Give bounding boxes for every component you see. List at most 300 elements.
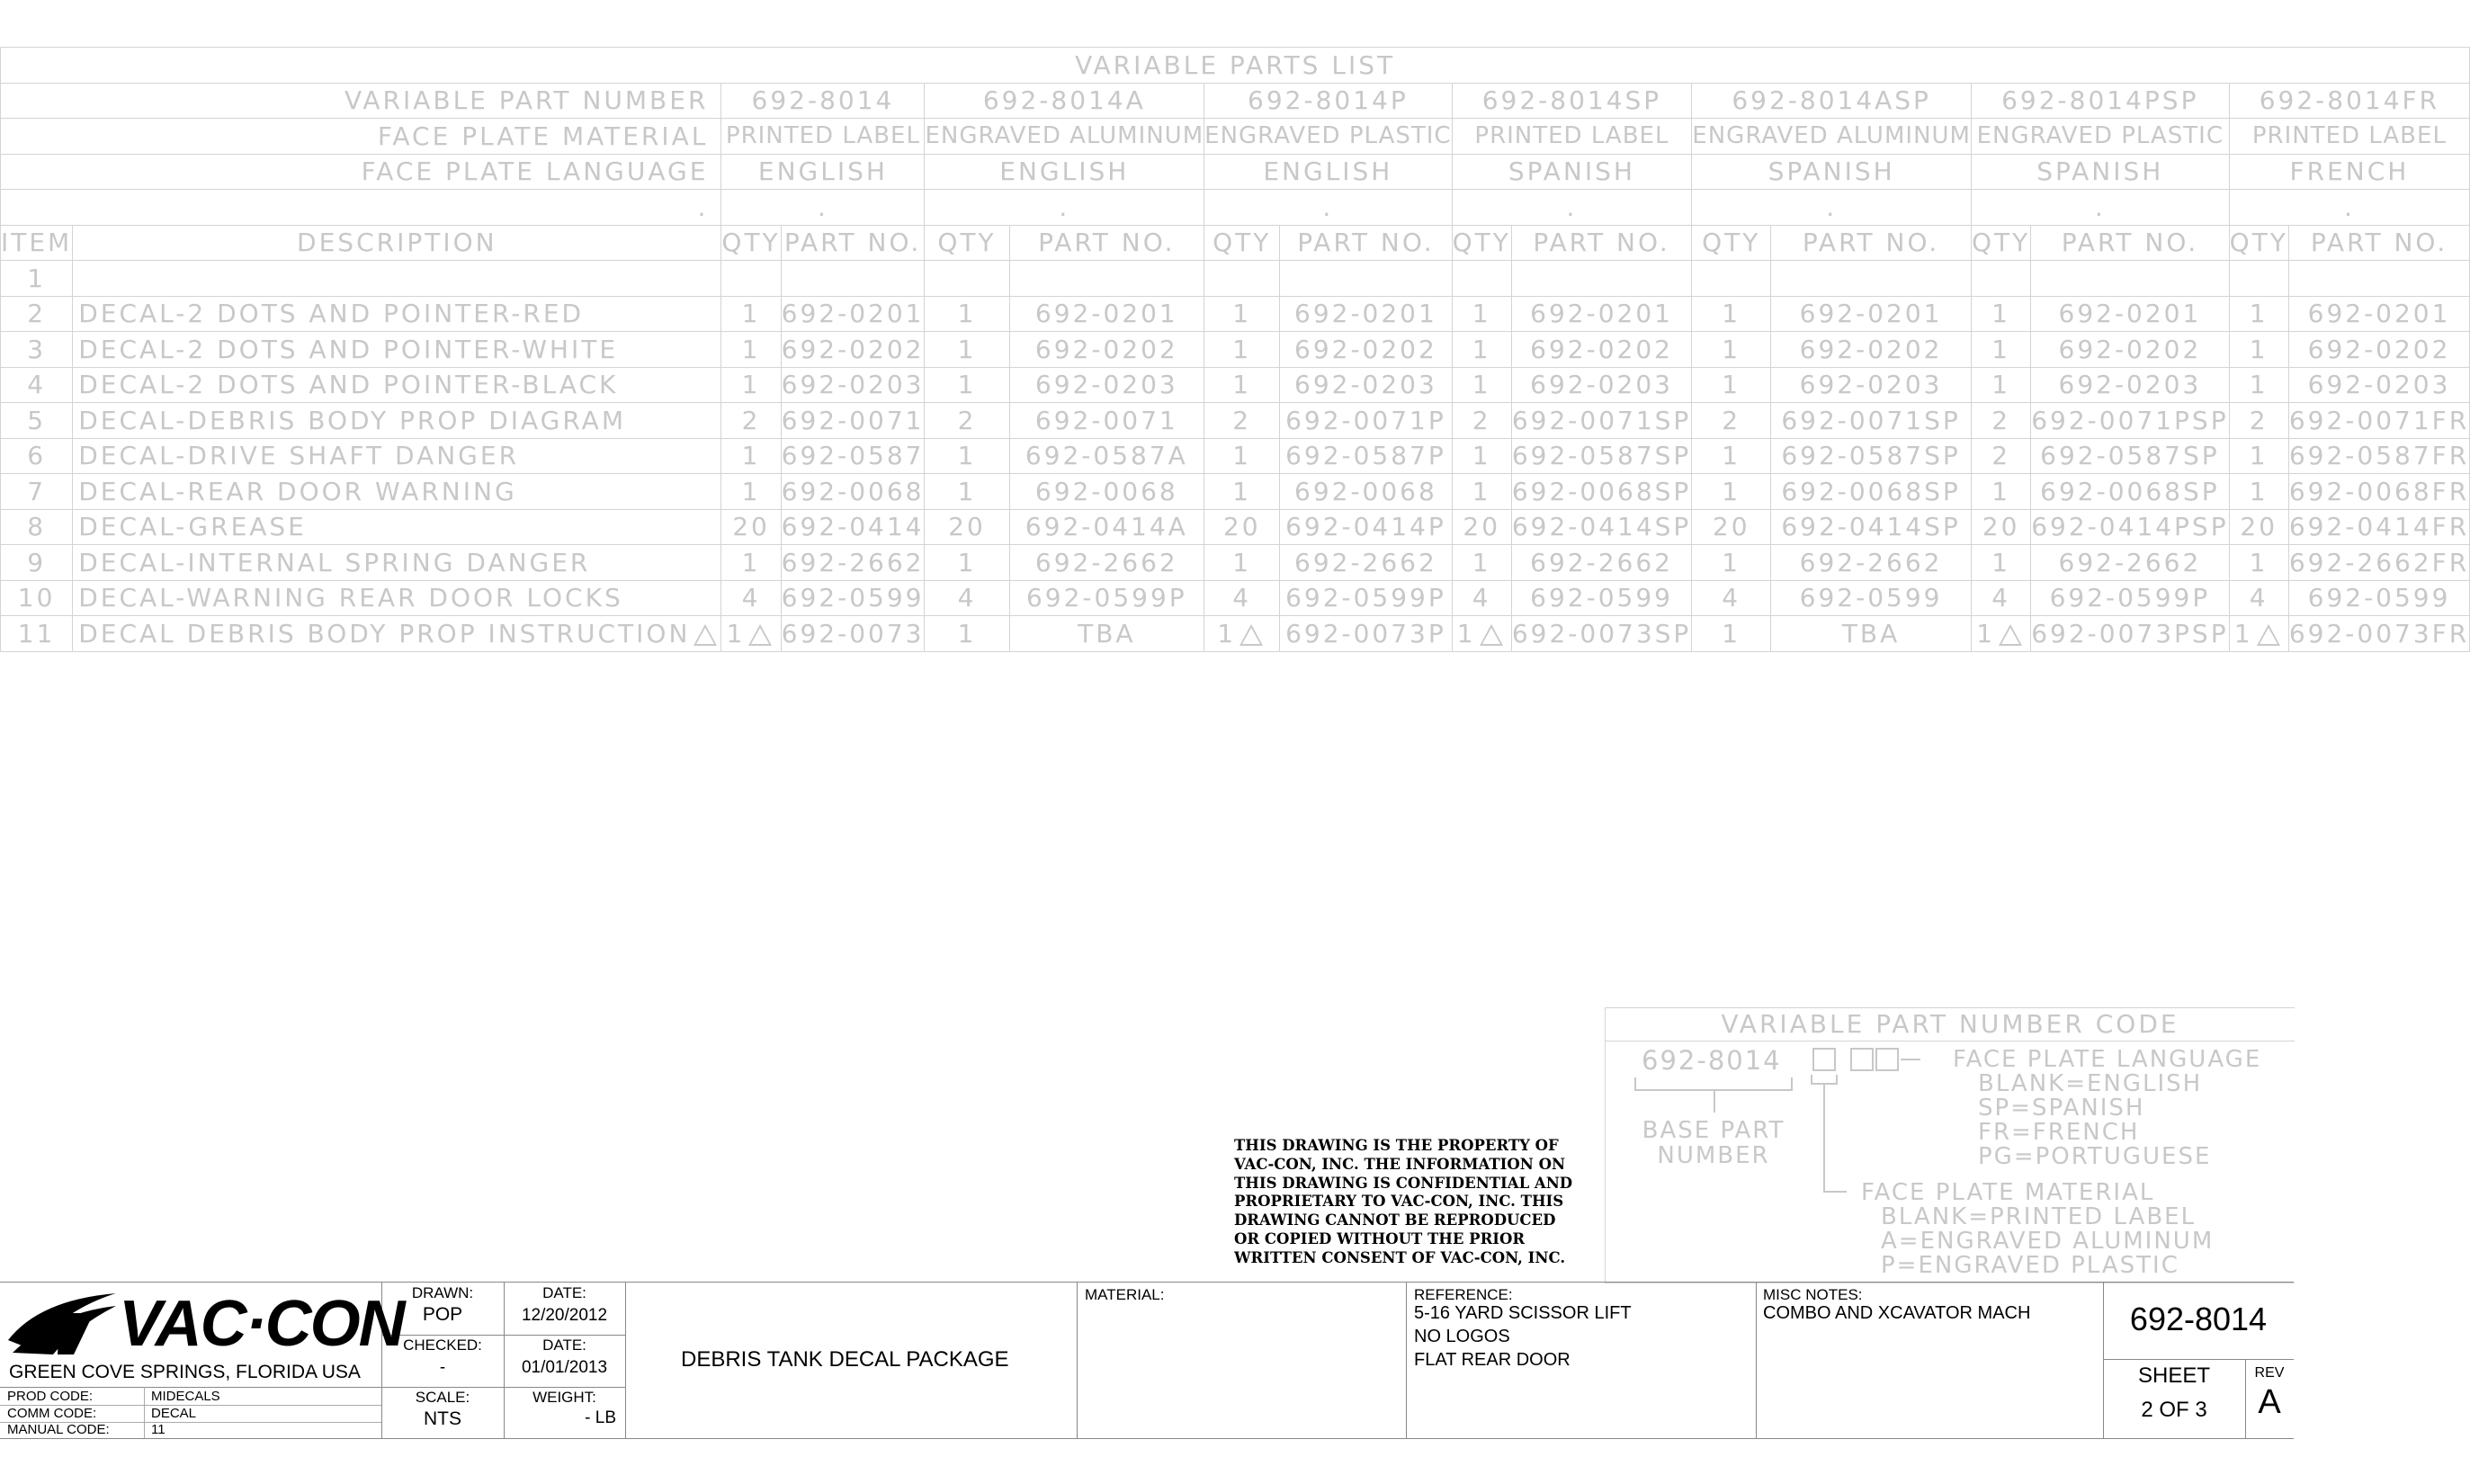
variant-mark-cell: .: [1204, 190, 1452, 226]
description-header: DESCRIPTION: [73, 225, 721, 261]
qty-cell: [721, 367, 781, 403]
qty-text: 2: [957, 405, 977, 435]
item-number-cell: 1: [1, 261, 73, 297]
qty-text: 1: [1722, 476, 1741, 506]
part-number-cell: 692-0599: [1771, 580, 1972, 616]
rev-label: REV: [2254, 1365, 2285, 1381]
qty-header: QTY: [1971, 225, 2030, 261]
part-number-cell: 692-0201: [781, 296, 925, 332]
prod-code-label: PROD CODE:: [7, 1389, 94, 1404]
variant-material-cell: ENGRAVED PLASTIC: [1204, 119, 1452, 155]
notice-line: WRITTEN CONSENT OF VAC-CON, INC.: [1234, 1248, 1566, 1266]
qty-cell: [1204, 438, 1280, 474]
qty-text: 1: [1232, 441, 1252, 471]
notice-line: VAC-CON, INC. THE INFORMATION ON: [1234, 1155, 1566, 1173]
blank-row-label: .: [1, 190, 721, 226]
qty-cell: [1971, 367, 2030, 403]
qty-cell: [2229, 403, 2288, 439]
part-number-cell: 692-0202: [1280, 332, 1452, 368]
qty-cell: [2229, 616, 2288, 652]
misc-notes-value: COMBO AND XCAVATOR MACH: [1763, 1303, 2031, 1323]
company-location: GREEN COVE SPRINGS, FLORIDA USA: [9, 1362, 361, 1382]
qty-cell: [721, 261, 781, 297]
variant-mark-cell: .: [925, 190, 1204, 226]
variant-number-cell: 692-8014ASP: [1692, 83, 1972, 119]
comm-code-value: DECAL: [151, 1406, 197, 1421]
qty-text: 1: [957, 618, 977, 648]
qty-cell: [2229, 332, 2288, 368]
item-number-cell: 10: [1, 580, 73, 616]
part-number-cell: 692-0073: [781, 616, 925, 652]
table-row: [1, 296, 2470, 332]
qty-text: 1: [1232, 547, 1252, 577]
variant-mark-cell: .: [1692, 190, 1972, 226]
qty-cell: [2229, 474, 2288, 510]
part-number-cell: 692-0203: [781, 367, 925, 403]
code-base-label-2: NUMBER: [1657, 1142, 1770, 1169]
part-number-cell: 692-0068SP: [2031, 474, 2229, 510]
part-number-cell: 692-0203: [1280, 367, 1452, 403]
qty-cell: [1204, 616, 1280, 652]
description-cell: [73, 580, 721, 616]
language-code-box-2: [1875, 1048, 1899, 1071]
qty-cell: [721, 580, 781, 616]
notice-line: PROPRIETARY TO VAC-CON, INC. THIS: [1234, 1193, 1564, 1211]
qty-text: 1: [1472, 547, 1491, 577]
qty-text: 1: [2249, 547, 2269, 577]
qty-header: QTY: [1692, 225, 1771, 261]
logo-wordmark: VAC·CON: [119, 1288, 404, 1360]
comm-code-label: COMM CODE:: [7, 1406, 97, 1421]
qty-text: 1: [1722, 299, 1741, 329]
description-text: DECAL-2 DOTS AND POINTER-BLACK: [78, 370, 619, 400]
parts-list-title-row: [1, 48, 2470, 84]
variant-number-cell: 692-8014: [721, 83, 925, 119]
qty-cell: [1452, 474, 1511, 510]
scale-label: SCALE:: [415, 1389, 470, 1406]
manual-code-label: MANUAL CODE:: [7, 1422, 110, 1437]
qty-cell: [1204, 261, 1280, 297]
part-number-cell: 692-0414SP: [1511, 509, 1691, 545]
rev-value: A: [2258, 1383, 2281, 1421]
part-number-cell: 692-0587SP: [1511, 438, 1691, 474]
variant-mark-cell: .: [721, 190, 925, 226]
qty-text: 1: [1722, 618, 1741, 648]
part-no-header: PART NO.: [1511, 225, 1691, 261]
qty-text: 1: [1472, 476, 1491, 506]
qty-cell: [721, 403, 781, 439]
qty-text: 1: [726, 618, 746, 648]
part-number-cell: 692-2662: [1771, 545, 1972, 581]
description-text: DECAL-2 DOTS AND POINTER-WHITE: [78, 334, 619, 364]
qty-cell: [2229, 580, 2288, 616]
qty-text: 1: [741, 334, 761, 364]
description-cell: [73, 296, 721, 332]
reference-line-1: 5-16 YARD SCISSOR LIFT: [1414, 1303, 1632, 1323]
item-number-cell: 5: [1, 403, 73, 439]
part-number-cell: 692-0071P: [1280, 403, 1452, 439]
language-option-0: BLANK=ENGLISH: [1978, 1070, 2203, 1097]
prod-code-value: MIDECALS: [151, 1389, 220, 1404]
description-cell: [73, 474, 721, 510]
qty-cell: [925, 545, 1009, 581]
part-number-cell: 692-0202: [1771, 332, 1972, 368]
variant-language-cell: SPANISH: [1452, 154, 1692, 190]
language-option-3: PG=PORTUGUESE: [1978, 1143, 2212, 1170]
part-number-cell: 692-2662: [1511, 545, 1691, 581]
variant-language-cell: SPANISH: [1971, 154, 2229, 190]
qty-cell: [1971, 616, 2030, 652]
variant-number-cell: 692-8014PSP: [1971, 83, 2229, 119]
revision-triangle-icon: [1239, 624, 1263, 646]
variant-number-cell: 692-8014SP: [1452, 83, 1692, 119]
variant-language-cell: FRENCH: [2229, 154, 2470, 190]
face-plate-language-row: [1, 154, 2470, 190]
qty-text: 1: [1991, 547, 2011, 577]
manual-code-value: 11: [151, 1422, 166, 1437]
part-number-cell: [781, 261, 925, 297]
qty-cell: [2229, 438, 2288, 474]
item-number-cell: 3: [1, 332, 73, 368]
qty-text: 1: [957, 547, 977, 577]
qty-text: 20: [1222, 512, 1261, 542]
qty-text: 1: [2249, 334, 2269, 364]
part-number-cell: [1771, 261, 1972, 297]
checked-label: CHECKED:: [403, 1336, 482, 1354]
variant-number-cell: 692-8014A: [925, 83, 1204, 119]
qty-text: 2: [1991, 441, 2011, 471]
qty-text: 4: [1472, 583, 1491, 613]
part-number-cell: 692-0071SP: [1771, 403, 1972, 439]
date-drawn-value: 12/20/2012: [521, 1306, 608, 1325]
part-number-cell: 692-0068FR: [2288, 474, 2469, 510]
qty-cell: [1692, 403, 1771, 439]
qty-text: 1: [1722, 370, 1741, 400]
variable-parts-table: [0, 47, 2470, 652]
part-number-cell: TBA: [1771, 616, 1972, 652]
qty-cell: [925, 438, 1009, 474]
weight-value: - LB: [585, 1408, 616, 1427]
language-code-box-1: [1850, 1048, 1874, 1071]
language-option-2: FR=FRENCH: [1978, 1119, 2140, 1146]
table-row: [1, 474, 2470, 510]
qty-cell: [2229, 545, 2288, 581]
qty-text: 2: [1232, 405, 1252, 435]
variant-material-cell: PRINTED LABEL: [721, 119, 925, 155]
material-label: MATERIAL:: [1085, 1286, 1165, 1303]
qty-text: 2: [1472, 405, 1491, 435]
part-number-cell: 692-0203: [1009, 367, 1204, 403]
qty-text: 1: [1722, 334, 1741, 364]
part-number-cell: 692-0073PSP: [2031, 616, 2229, 652]
qty-cell: [721, 438, 781, 474]
drawing-number: 692-8014: [2129, 1301, 2268, 1337]
variant-material-cell: PRINTED LABEL: [1452, 119, 1692, 155]
qty-cell: [925, 580, 1009, 616]
face-plate-material-row-label: FACE PLATE MATERIAL: [1, 119, 721, 155]
qty-text: 1: [1232, 370, 1252, 400]
revision-triangle-icon: [1999, 624, 2022, 646]
qty-cell: [1452, 403, 1511, 439]
face-plate-language-row-label: FACE PLATE LANGUAGE: [1, 154, 721, 190]
description-text: DECAL-2 DOTS AND POINTER-RED: [78, 299, 585, 329]
description-cell: [73, 403, 721, 439]
qty-header: QTY: [2229, 225, 2288, 261]
description-cell: [73, 438, 721, 474]
qty-cell: [721, 332, 781, 368]
qty-cell: [1971, 580, 2030, 616]
part-number-cell: 692-2662FR: [2288, 545, 2469, 581]
part-no-header: PART NO.: [1771, 225, 1972, 261]
part-number-cell: [1280, 261, 1452, 297]
qty-cell: [1692, 332, 1771, 368]
swoosh-logo-icon: [4, 1286, 121, 1358]
qty-header: QTY: [1452, 225, 1511, 261]
table-row: [1, 261, 2470, 297]
part-number-cell: 692-0599: [2288, 580, 2469, 616]
description-cell: [73, 332, 721, 368]
qty-text: 1: [1232, 476, 1252, 506]
item-number-cell: 8: [1, 509, 73, 545]
description-text: DECAL-WARNING REAR DOOR LOCKS: [78, 583, 623, 613]
qty-text: 1: [957, 441, 977, 471]
qty-text: 1: [1472, 441, 1491, 471]
qty-cell: [1971, 545, 2030, 581]
variant-language-cell: SPANISH: [1692, 154, 1972, 190]
part-number-cell: 692-0202: [2288, 332, 2469, 368]
part-number-cell: 692-0414FR: [2288, 509, 2469, 545]
part-number-cell: [1009, 261, 1204, 297]
variant-number-cell: 692-8014FR: [2229, 83, 2470, 119]
part-number-cell: 692-0599: [781, 580, 925, 616]
part-number-cell: 692-0414A: [1009, 509, 1204, 545]
qty-cell: [1971, 403, 2030, 439]
qty-cell: [1692, 545, 1771, 581]
part-number-cell: 692-0073SP: [1511, 616, 1691, 652]
part-number-cell: [1511, 261, 1691, 297]
qty-text: 4: [2249, 583, 2269, 613]
part-number-cell: 692-0071SP: [1511, 403, 1691, 439]
part-number-cell: 692-0068SP: [1511, 474, 1691, 510]
table-row: [1, 332, 2470, 368]
qty-cell: [1452, 438, 1511, 474]
qty-cell: [2229, 509, 2288, 545]
qty-header: QTY: [925, 225, 1009, 261]
variable-part-number-row: [1, 83, 2470, 119]
qty-cell: [1204, 367, 1280, 403]
qty-text: 1: [2249, 370, 2269, 400]
item-number-cell: 7: [1, 474, 73, 510]
part-number-cell: 692-0414P: [1280, 509, 1452, 545]
part-number-cell: 692-0587: [781, 438, 925, 474]
description-text: DECAL-REAR DOOR WARNING: [78, 476, 517, 506]
qty-cell: [1971, 296, 2030, 332]
qty-cell: [2229, 367, 2288, 403]
qty-text: 4: [957, 583, 977, 613]
qty-cell: [925, 296, 1009, 332]
qty-text: 1: [2249, 441, 2269, 471]
part-number-cell: 692-0068: [781, 474, 925, 510]
qty-cell: [1452, 580, 1511, 616]
notice-line: OR COPIED WITHOUT THE PRIOR: [1234, 1229, 1526, 1247]
variant-mark-cell: .: [1452, 190, 1692, 226]
qty-text: 1: [1456, 618, 1476, 648]
qty-text: 4: [1232, 583, 1252, 613]
part-number-cell: 692-0071: [781, 403, 925, 439]
qty-cell: [1204, 474, 1280, 510]
qty-text: 4: [1991, 583, 2011, 613]
description-text: DECAL-GREASE: [78, 512, 307, 542]
qty-cell: [1971, 261, 2030, 297]
table-row: [1, 509, 2470, 545]
part-number-cell: 692-0587A: [1009, 438, 1204, 474]
qty-text: 1: [741, 547, 761, 577]
qty-cell: [1204, 332, 1280, 368]
face-plate-material-row: [1, 119, 2470, 155]
table-row: [1, 616, 2470, 652]
revision-triangle-icon: [694, 624, 717, 646]
qty-cell: [1452, 332, 1511, 368]
variant-number-cell: 692-8014P: [1204, 83, 1452, 119]
part-number-cell: 692-0587P: [1280, 438, 1452, 474]
part-number-cell: 692-0203: [1511, 367, 1691, 403]
blank-row: [1, 190, 2470, 226]
qty-cell: [721, 616, 781, 652]
part-number-cell: 692-0202: [2031, 332, 2229, 368]
part-number-cell: 692-0068: [1009, 474, 1204, 510]
part-number-cell: 692-0201: [1280, 296, 1452, 332]
revision-triangle-icon: [1480, 624, 1503, 646]
qty-cell: [1452, 509, 1511, 545]
revision-triangle-icon: [2257, 624, 2280, 646]
qty-cell: [925, 403, 1009, 439]
scale-value: NTS: [424, 1408, 461, 1429]
drawn-label: DRAWN:: [411, 1284, 474, 1301]
checked-value: -: [439, 1358, 446, 1377]
qty-cell: [1971, 332, 2030, 368]
variant-material-cell: ENGRAVED ALUMINUM: [925, 119, 1204, 155]
qty-cell: [1452, 616, 1511, 652]
date-checked-value: 01/01/2013: [521, 1358, 608, 1377]
language-label: FACE PLATE LANGUAGE: [1953, 1046, 2262, 1073]
part-number-cell: 692-0068: [1280, 474, 1452, 510]
part-no-header: PART NO.: [1009, 225, 1204, 261]
qty-text: 2: [1991, 405, 2011, 435]
notice-line: THIS DRAWING IS THE PROPERTY OF: [1234, 1137, 1559, 1154]
part-number-cell: 692-0201: [2031, 296, 2229, 332]
qty-text: 20: [948, 512, 986, 542]
revision-triangle-icon: [748, 624, 772, 646]
qty-cell: [1692, 296, 1771, 332]
qty-text: 1: [1472, 334, 1491, 364]
table-row: [1, 545, 2470, 581]
company-logo: [4, 1286, 404, 1360]
qty-text: 1: [1722, 547, 1741, 577]
part-number-cell: 692-0414PSP: [2031, 509, 2229, 545]
qty-cell: [1971, 474, 2030, 510]
variant-language-cell: ENGLISH: [1204, 154, 1452, 190]
qty-cell: [925, 332, 1009, 368]
item-number-cell: 9: [1, 545, 73, 581]
part-number-cell: 692-0201: [2288, 296, 2469, 332]
item-header: ITEM: [1, 225, 73, 261]
variant-mark-cell: .: [1971, 190, 2229, 226]
qty-cell: [925, 616, 1009, 652]
qty-text: 1: [957, 334, 977, 364]
description-text: DECAL-DRIVE SHAFT DANGER: [78, 441, 520, 471]
part-no-header: PART NO.: [2288, 225, 2469, 261]
description-text: DECAL DEBRIS BODY PROP INSTRUCTION: [78, 618, 691, 648]
qty-cell: [1692, 367, 1771, 403]
part-number-cell: 692-0203: [2031, 367, 2229, 403]
date-checked-label: DATE:: [542, 1336, 586, 1354]
part-no-header: PART NO.: [2031, 225, 2229, 261]
item-number-cell: 2: [1, 296, 73, 332]
qty-cell: [1692, 261, 1771, 297]
part-no-header: PART NO.: [1280, 225, 1452, 261]
part-number-cell: 692-2662: [1009, 545, 1204, 581]
qty-text: 4: [741, 583, 761, 613]
qty-cell: [2229, 261, 2288, 297]
qty-text: 1: [2249, 476, 2269, 506]
sheet-value: 2 OF 3: [2141, 1398, 2207, 1422]
part-number-cell: 692-0073FR: [2288, 616, 2469, 652]
variant-language-cell: ENGLISH: [925, 154, 1204, 190]
qty-cell: [721, 474, 781, 510]
qty-cell: [1204, 580, 1280, 616]
part-number-cell: 692-0414SP: [1771, 509, 1972, 545]
qty-text: 1: [741, 370, 761, 400]
language-option-1: SP=SPANISH: [1978, 1095, 2145, 1122]
drawing-title: DEBRIS TANK DECAL PACKAGE: [681, 1347, 1009, 1372]
material-option-1: A=ENGRAVED ALUMINUM: [1881, 1228, 2215, 1255]
item-number-cell: 4: [1, 367, 73, 403]
qty-cell: [1692, 509, 1771, 545]
qty-header: QTY: [1204, 225, 1280, 261]
qty-text: 4: [1722, 583, 1741, 613]
qty-text: 1: [741, 441, 761, 471]
part-number-cell: 692-0599P: [1280, 580, 1452, 616]
variable-part-number-code-box: [1605, 1007, 2295, 1283]
qty-cell: [1452, 367, 1511, 403]
qty-text: 1: [1217, 618, 1237, 648]
qty-text: 1: [741, 476, 761, 506]
qty-text: 1: [957, 370, 977, 400]
description-cell: [73, 367, 721, 403]
item-number-cell: 6: [1, 438, 73, 474]
part-number-cell: 692-0068SP: [1771, 474, 1972, 510]
qty-cell: [1452, 545, 1511, 581]
title-block: [0, 1282, 2294, 1439]
qty-text: 1: [741, 299, 761, 329]
table-row: [1, 403, 2470, 439]
part-number-cell: 692-0071FR: [2288, 403, 2469, 439]
column-header-row: [1, 225, 2470, 261]
qty-text: 1: [1472, 299, 1491, 329]
table-row: [1, 580, 2470, 616]
part-number-cell: [2031, 261, 2229, 297]
part-number-cell: 692-0202: [781, 332, 925, 368]
description-cell: [73, 545, 721, 581]
description-cell: [73, 616, 721, 652]
part-no-header: PART NO.: [781, 225, 925, 261]
part-number-cell: 692-2662: [2031, 545, 2229, 581]
qty-cell: [1692, 474, 1771, 510]
part-number-cell: 692-0201: [1771, 296, 1972, 332]
qty-text: 20: [732, 512, 770, 542]
variable-part-number-row-label: VARIABLE PART NUMBER: [1, 83, 721, 119]
qty-cell: [1204, 509, 1280, 545]
